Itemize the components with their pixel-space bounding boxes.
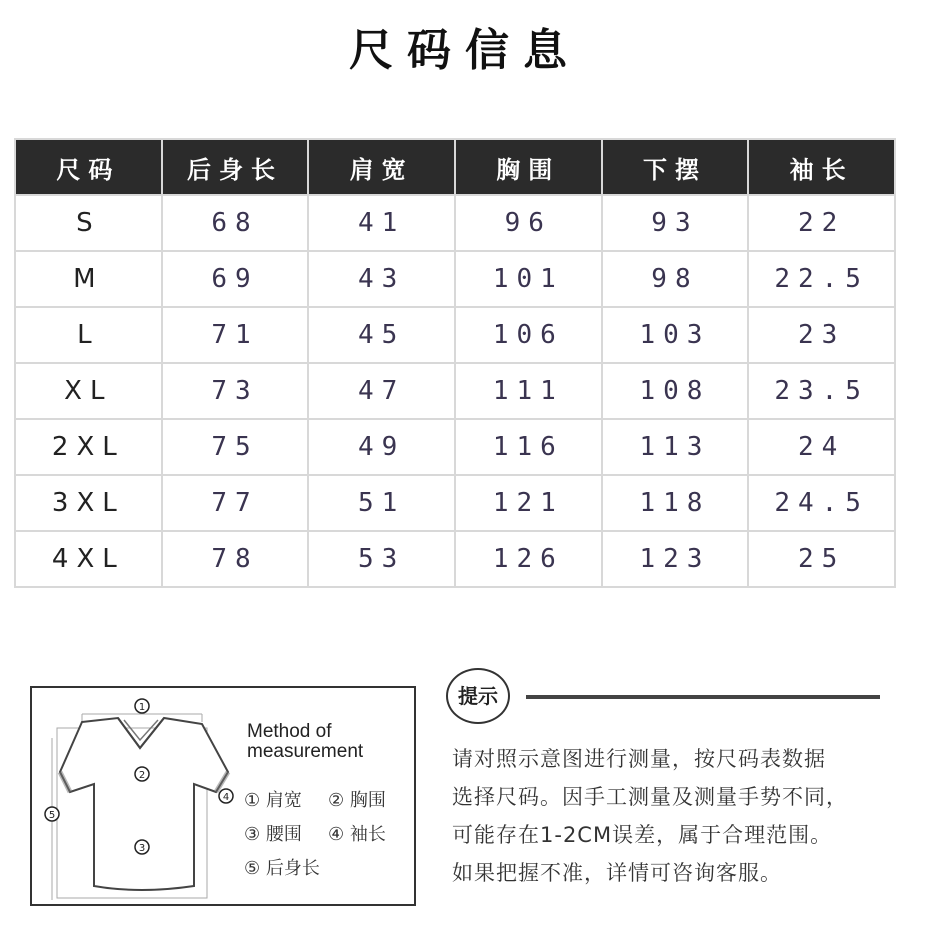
table-cell: S [15,195,162,251]
tip-line-2: 选择尺码。因手工测量及测量手势不同， [452,785,848,809]
legend-item: ② 胸围 [328,790,386,811]
table-row [15,251,895,307]
method-title [247,722,363,762]
table-cell: 25 [748,531,895,587]
table-cell: 3XL [15,475,162,531]
legend-item: ⑤ 后身长 [244,858,320,879]
table-cell: 103 [602,307,749,363]
table-cell: 73 [162,363,309,419]
marker-5 [45,807,59,821]
tip-line-4: 如果把握不准，详情可咨询客服。 [452,861,782,885]
header-sleeve: 袖长 [748,139,895,195]
table-cell: 108 [602,363,749,419]
table-cell: 23 [748,307,895,363]
measurement-diagram [30,686,416,906]
table-cell: 24.5 [748,475,895,531]
divider [526,695,880,699]
table-cell: 78 [162,531,309,587]
table-cell: 41 [308,195,455,251]
table-cell: 43 [308,251,455,307]
table-cell: 2XL [15,419,162,475]
table-cell: 22 [748,195,895,251]
table-cell: 24 [748,419,895,475]
table-cell: 116 [455,419,602,475]
table-cell: 45 [308,307,455,363]
table-cell: 101 [455,251,602,307]
tip-line-3: 可能存在1-2CM误差，属于合理范围。 [452,823,833,847]
table-row [15,475,895,531]
size-table [14,138,896,588]
table-cell: 69 [162,251,309,307]
marker-4 [219,789,233,803]
header-shoulder: 肩宽 [308,139,455,195]
table-cell: L [15,307,162,363]
table-cell: 51 [308,475,455,531]
table-cell: 71 [162,307,309,363]
table-header-row [15,139,895,195]
table-cell: 4XL [15,531,162,587]
table-cell: 96 [455,195,602,251]
table-cell: 53 [308,531,455,587]
legend-item: ④ 袖长 [328,824,386,845]
legend-item: ③ 腰围 [244,824,302,845]
measurement-legend [244,784,414,886]
table-cell: 113 [602,419,749,475]
table-cell: 75 [162,419,309,475]
svg-text:2: 2 [138,770,146,781]
method-title-line-2: measurement [247,741,364,762]
table-row [15,531,895,587]
table-cell: 126 [455,531,602,587]
header-back-length: 后身长 [162,139,309,195]
table-cell: 68 [162,195,309,251]
tip-badge: 提示 [446,668,510,724]
table-cell: 106 [455,307,602,363]
table-cell: 77 [162,475,309,531]
marker-2 [135,767,149,781]
table-cell: XL [15,363,162,419]
svg-text:3: 3 [138,843,146,854]
method-title-line-1: Method of [247,721,332,742]
marker-3 [135,840,149,854]
table-cell: 111 [455,363,602,419]
tip-line-1: 请对照示意图进行测量，按尺码表数据 [452,747,826,771]
table-cell: 123 [602,531,749,587]
table-cell: 121 [455,475,602,531]
table-cell: 118 [602,475,749,531]
svg-text:4: 4 [222,792,230,803]
tip-text [452,740,892,892]
table-row [15,195,895,251]
header-size: 尺码 [15,139,162,195]
table-cell: 23.5 [748,363,895,419]
table-cell: M [15,251,162,307]
tshirt-icon [32,688,242,904]
table-cell: 98 [602,251,749,307]
table-row [15,307,895,363]
svg-text:1: 1 [138,702,146,713]
svg-text:5: 5 [48,810,56,821]
page-title: 尺码信息 [349,25,581,76]
legend-item: ① 肩宽 [244,790,302,811]
header-chest: 胸围 [455,139,602,195]
table-row [15,419,895,475]
table-cell: 49 [308,419,455,475]
table-row [15,363,895,419]
marker-1 [135,699,149,713]
header-hem: 下摆 [602,139,749,195]
table-cell: 93 [602,195,749,251]
table-cell: 47 [308,363,455,419]
table-cell: 22.5 [748,251,895,307]
